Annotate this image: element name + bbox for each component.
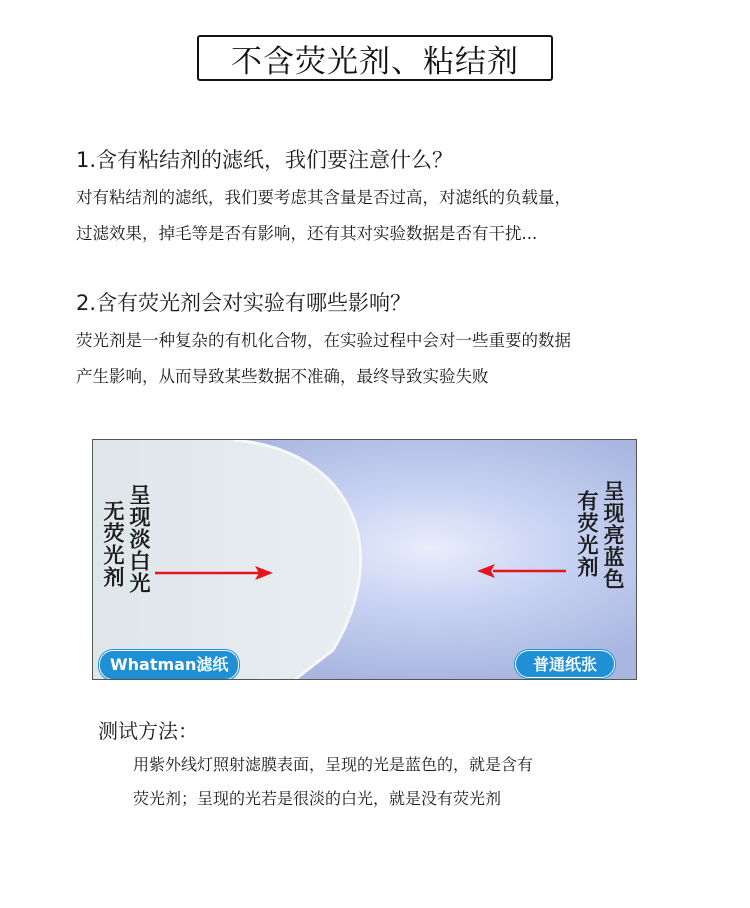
whatman-pill: Whatman滤纸 <box>99 650 239 680</box>
ordinary-paper-pill: 普通纸张 <box>515 650 615 678</box>
method-paragraph <box>133 748 533 816</box>
page-title: 不含荧光剂、粘结剂 <box>197 35 553 81</box>
section2-paragraph <box>76 323 686 395</box>
method-line: 用紫外线灯照射滤膜表面，呈现的光是蓝色的，就是含有 <box>133 755 534 774</box>
section2-line: 产生影响，从而导致某些数据不准确，最终导致实验失败 <box>76 367 489 386</box>
comparison-photo <box>92 439 637 680</box>
section2-heading: 2.含有荧光剂会对实验有哪些影响？ <box>76 291 412 315</box>
photo-background <box>93 440 637 680</box>
section1-heading: 1.含有粘结剂的滤纸，我们要注意什么？ <box>76 148 454 172</box>
label-right-outer: 呈现亮蓝色 <box>601 480 625 590</box>
section1-paragraph <box>76 180 686 252</box>
method-line: 荧光剂；呈现的光若是很淡的白光，就是没有荧光剂 <box>133 789 502 808</box>
section1-line: 过滤效果，掉毛等是否有影响，还有其对实验数据是否有干扰... <box>76 224 538 243</box>
label-right-inner: 有荧光剂 <box>575 490 599 578</box>
label-left-inner: 无荧光剂 <box>101 500 125 588</box>
section2-line: 荧光剂是一种复杂的有机化合物，在实验过程中会对一些重要的数据 <box>76 331 571 350</box>
label-left-outer: 呈现淡白光 <box>127 484 151 594</box>
section1-line: 对有粘结剂的滤纸，我们要考虑其含量是否过高，对滤纸的负载量， <box>76 188 571 207</box>
method-heading: 测试方法： <box>98 719 198 743</box>
